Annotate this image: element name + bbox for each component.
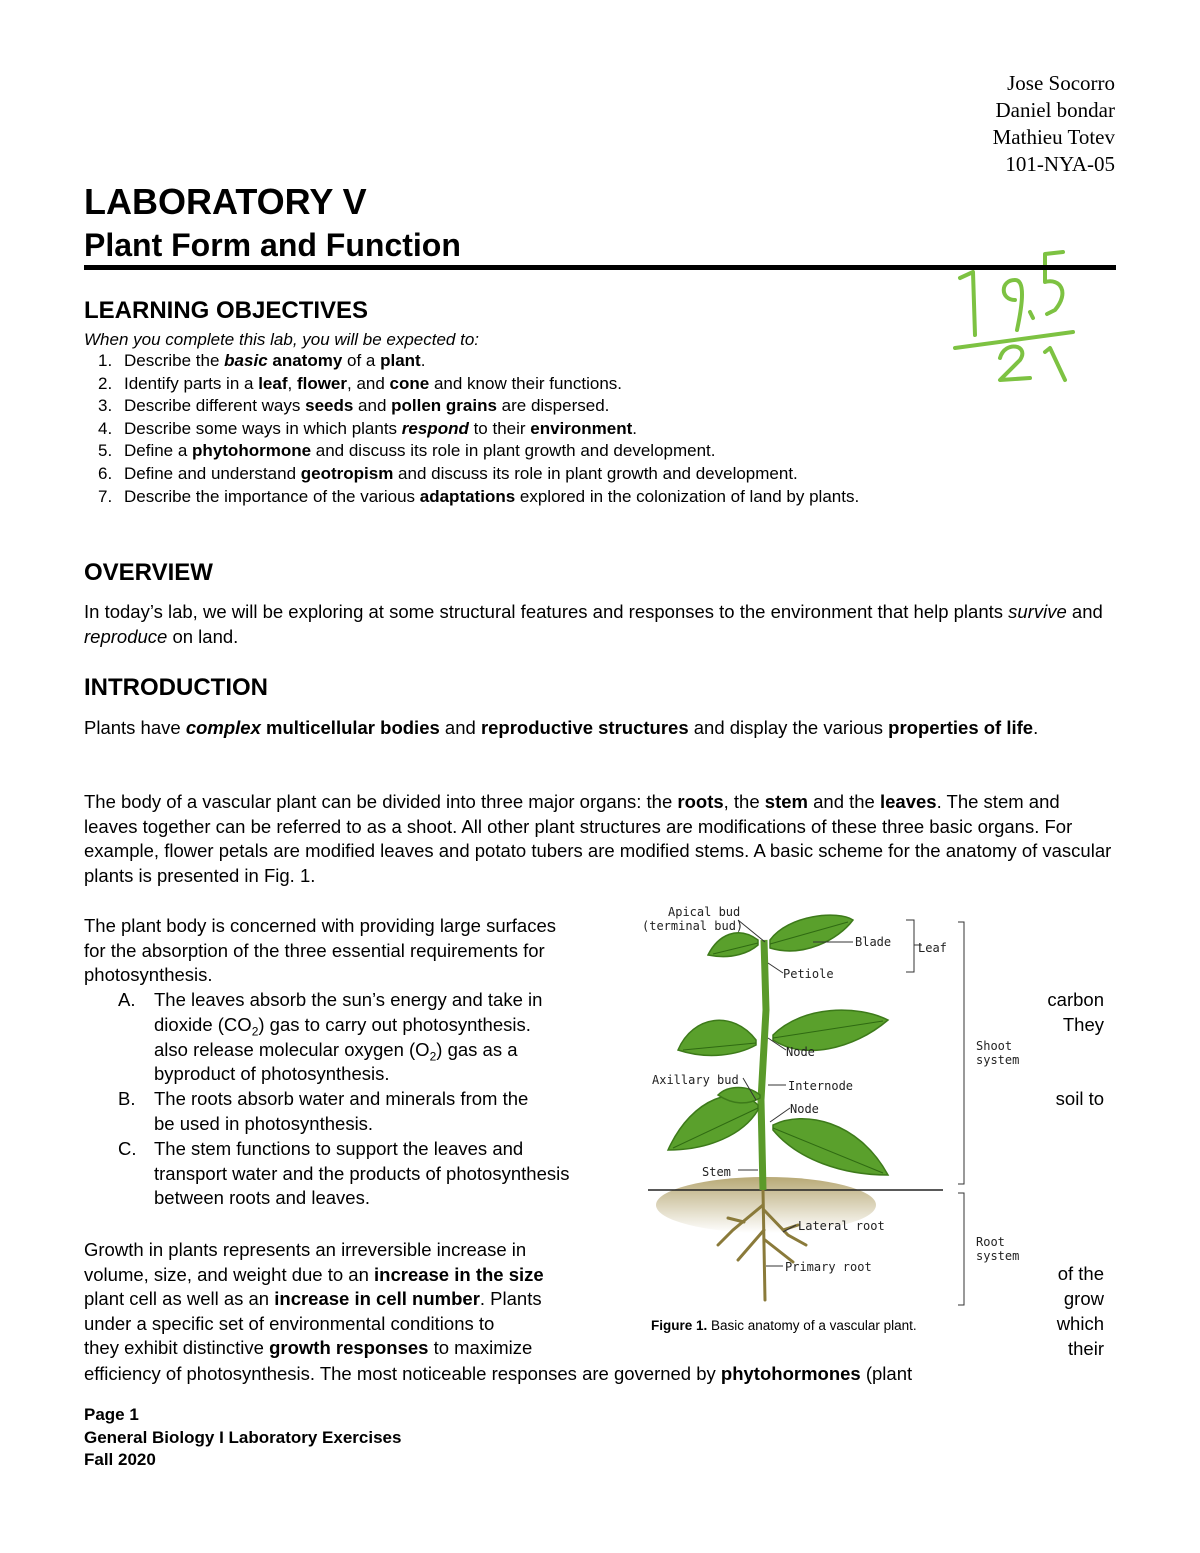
- overview-heading: OVERVIEW: [84, 559, 213, 586]
- figure-label: Lateral root: [798, 1219, 885, 1233]
- course-name: General Biology I Laboratory Exercises: [84, 1427, 402, 1447]
- wrapped-fragment: which: [1056, 1313, 1104, 1334]
- growth-paragraph-continued: efficiency of photosynthesis. The most noticeable responses are governed by phytohormones (plant: [84, 1363, 913, 1384]
- figure-label: (terminal bud): [642, 919, 744, 933]
- wrapped-fragment: carbon: [1047, 989, 1104, 1010]
- list-item: 4. Describe some ways in which plants respond to their environment.: [98, 418, 638, 438]
- list-item: 5. Define a phytohormone and discuss its role in plant growth and development.: [98, 441, 716, 461]
- list-item: 7. Describe the importance of the various adaptations explored in the colonization of land by plants.: [98, 486, 860, 506]
- figure-label: Stem: [702, 1165, 731, 1179]
- intro-paragraph-2: The body of a vascular plant can be divided into three major organs: the roots, the stem and the leaves. The stem and leaves together can be referred to as a shoot. All other plant structures are modifications of these three basic organs. For example, flower petals are modified leaves and potato tubers are modified stems. A basic scheme for the anatomy of vascular plants is presented in Fig. 1.: [84, 791, 1112, 886]
- figure-label: Leaf: [918, 941, 947, 955]
- list-item: A. The leaves absorb the sun’s energy and take in dioxide $(CO_2)$ gas to carry out photosynthesis. also release molecular oxygen $(O_2)$ gas as a byproduct of photosynthesis.: [118, 989, 543, 1085]
- page-number: Page 1: [84, 1405, 139, 1424]
- wrapped-fragment: They: [1062, 1014, 1104, 1035]
- title-rule: [84, 265, 1116, 270]
- objectives-list: [84, 350, 859, 508]
- figure-label: Node: [790, 1102, 819, 1116]
- figure-label: Shoot: [976, 1039, 1013, 1053]
- figure-label: system: [976, 1249, 1020, 1263]
- list-item: C. The stem functions to support the leaves and transport water and the products of photosynthesis between roots and leaves.: [118, 1137, 570, 1209]
- wrapped-fragment: grow: [1063, 1288, 1104, 1309]
- author-name: Daniel bondar: [995, 98, 1115, 122]
- author-name: Mathieu Totev: [992, 125, 1115, 149]
- course-section: 101-NYA-05: [1005, 152, 1115, 176]
- figure-label: Apical bud: [668, 905, 741, 919]
- wrapped-fragment: their: [1068, 1338, 1104, 1359]
- author-block: [993, 70, 1115, 178]
- figure-caption: Figure 1. Basic anatomy of a vascular plant.: [651, 1318, 917, 1333]
- wrapped-fragment: of the: [1057, 1263, 1104, 1284]
- list-item: 3. Describe different ways seeds and pollen grains are dispersed.: [98, 396, 610, 416]
- introduction-heading: INTRODUCTION: [84, 674, 268, 701]
- figure-label: Axillary bud: [652, 1073, 739, 1087]
- handwritten-grade: [945, 240, 1085, 390]
- wrapped-fragment: soil to: [1055, 1088, 1104, 1109]
- overview-paragraph: In today’s lab, we will be exploring at some structural features and responses to the environment that help plants survive and reproduce on land.: [84, 601, 1103, 647]
- plant-anatomy-figure: [638, 900, 1038, 1320]
- intro-paragraph-1: Plants have complex multicellular bodies and reproductive structures and display the various properties of life.: [84, 717, 1039, 738]
- intro-paragraph-3: The plant body is concerned with providing large surfaces for the absorption of the three essential requirements for photosynthesis.: [84, 915, 557, 985]
- figure-label: Primary root: [785, 1260, 872, 1274]
- figure-label: Root: [976, 1235, 1005, 1249]
- growth-paragraph: Growth in plants represents an irreversible increase in volume, size, and weight due to an increase in the size plant cell as well as an increase in cell number. Plants under a specific set of environmental conditions to they exhibit distinctive growth responses to maximize: [84, 1239, 544, 1358]
- list-item: 6. Define and understand geotropism and discuss its role in plant growth and development.: [98, 463, 798, 483]
- lab-title: LABORATORY V: [84, 181, 367, 222]
- author-name: Jose Socorro: [1007, 71, 1115, 95]
- lab-subtitle: Plant Form and Function: [84, 227, 461, 263]
- learning-objectives-heading: LEARNING OBJECTIVES: [84, 297, 369, 324]
- list-item: 2. Identify parts in a leaf, flower, and cone and know their functions.: [98, 373, 623, 393]
- list-item: B. The roots absorb water and minerals from the be used in photosynthesis.: [118, 1088, 529, 1134]
- page-footer: [84, 1404, 401, 1472]
- objectives-intro: When you complete this lab, you will be expected to:: [84, 330, 479, 349]
- figure-label: Blade: [855, 935, 892, 949]
- figure-label: Node: [786, 1045, 815, 1059]
- stem-illustration: [761, 940, 766, 1190]
- figure-label: system: [976, 1053, 1020, 1067]
- requirements-list: [118, 988, 618, 1211]
- list-item: 1. Describe the basic anatomy of a plant.: [98, 351, 426, 370]
- figure-label: Petiole: [783, 967, 834, 981]
- term: Fall 2020: [84, 1450, 156, 1469]
- figure-label: Internode: [788, 1079, 854, 1093]
